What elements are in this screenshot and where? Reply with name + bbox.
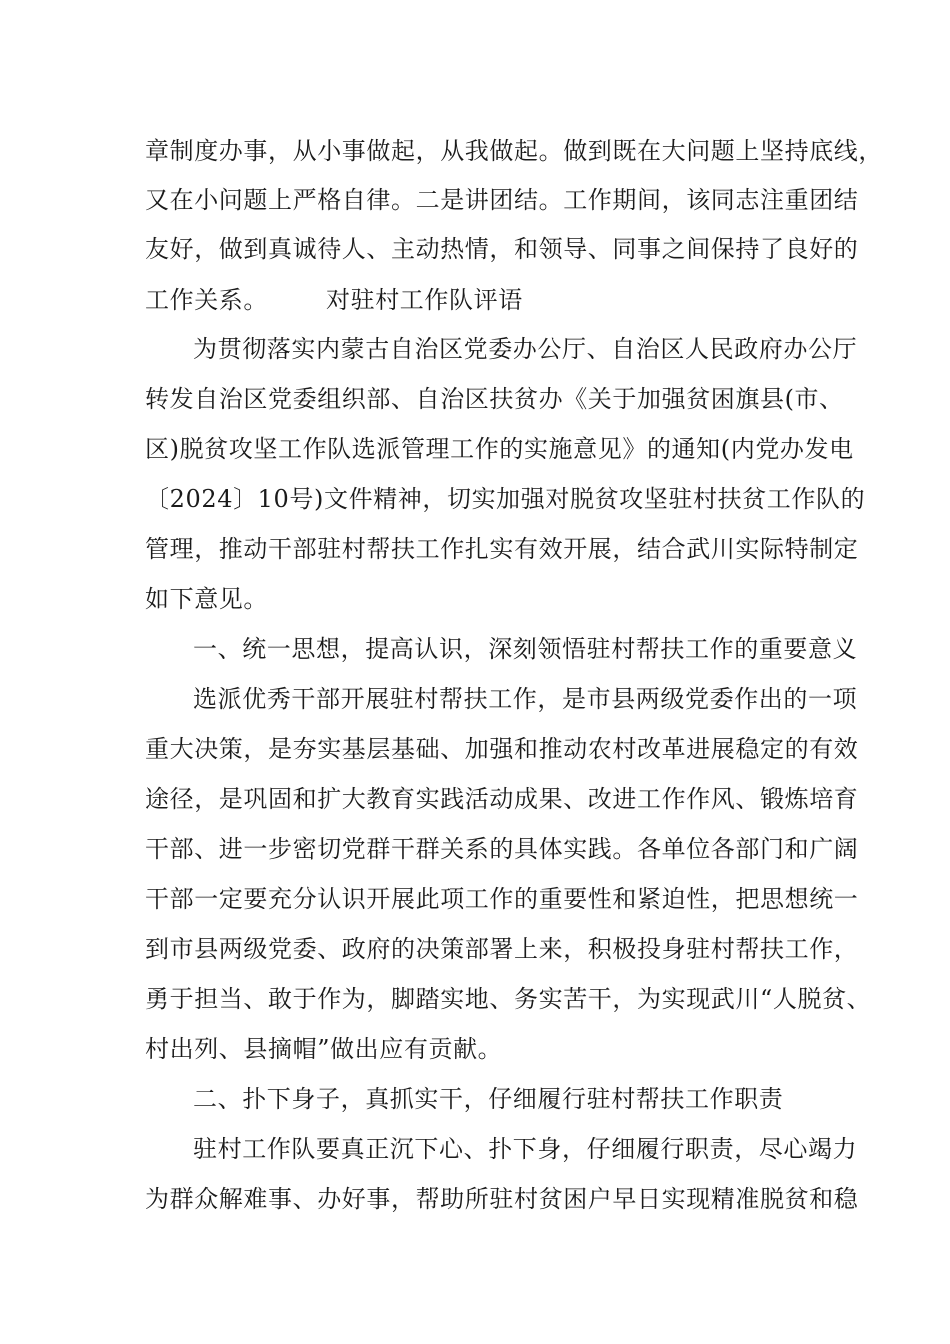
text-line: 〔2024〕10号)文件精神，切实加强对脱贫攻坚驻村扶贫工作队的	[145, 485, 866, 513]
text-line: 区)脱贫攻坚工作队选派管理工作的实施意见》的通知(内党办发电	[145, 435, 854, 463]
text-line: 又在小问题上严格自律。二是讲团结。工作期间，该同志注重团结	[145, 186, 859, 214]
text-line: 到市县两级党委、政府的决策部署上来，积极投身驻村帮扶工作，	[145, 935, 859, 963]
text-line: 选派优秀干部开展驻村帮扶工作，是市县两级党委作出的一项	[193, 685, 858, 713]
section-heading: 对驻村工作队评语	[326, 286, 523, 314]
text-line: 干部、进一步密切党群干群关系的具体实践。各单位各部门和广阔	[145, 835, 859, 863]
text-line: 勇于担当、敢于作为，脚踏实地、务实苦干，为实现武川“人脱贫、	[145, 985, 872, 1013]
text-line: 驻村工作队要真正沉下心、扑下身，仔细履行职责，尽心竭力	[193, 1135, 858, 1163]
text-line: 重大决策，是夯实基层基础、加强和推动农村改革进展稳定的有效	[145, 735, 859, 763]
section-heading: 二、扑下身子，真抓实干，仔细履行驻村帮扶工作职责	[193, 1085, 784, 1113]
section-heading: 一、统一思想，提高认识，深刻领悟驻村帮扶工作的重要意义	[193, 635, 858, 663]
text-fragment: 工作关系。	[145, 286, 268, 314]
text-line: 干部一定要充分认识开展此项工作的重要性和紧迫性，把思想统一	[145, 885, 859, 913]
text-line: 为群众解难事、办好事，帮助所驻村贫困户早日实现精准脱贫和稳	[145, 1185, 859, 1213]
text-line: 为贯彻落实内蒙古自治区党委办公厅、自治区人民政府办公厅	[193, 335, 858, 363]
text-line: 途径，是巩固和扩大教育实践活动成果、改进工作作风、锻炼培育	[145, 785, 859, 813]
text-line: 转发自治区党委组织部、自治区扶贫办《关于加强贫困旗县(市、	[145, 385, 844, 413]
text-line: 章制度办事，从小事做起，从我做起。做到既在大问题上坚持底线，	[145, 137, 883, 165]
text-line: 友好，做到真诚待人、主动热情，和领导、同事之间保持了良好的	[145, 235, 859, 263]
text-line: 村出列、县摘帽”做出应有贡献。	[145, 1035, 503, 1063]
text-line-with-heading	[145, 285, 815, 315]
text-line: 管理，推动干部驻村帮扶工作扎实有效开展，结合武川实际特制定	[145, 535, 859, 563]
text-line: 如下意见。	[145, 585, 268, 613]
